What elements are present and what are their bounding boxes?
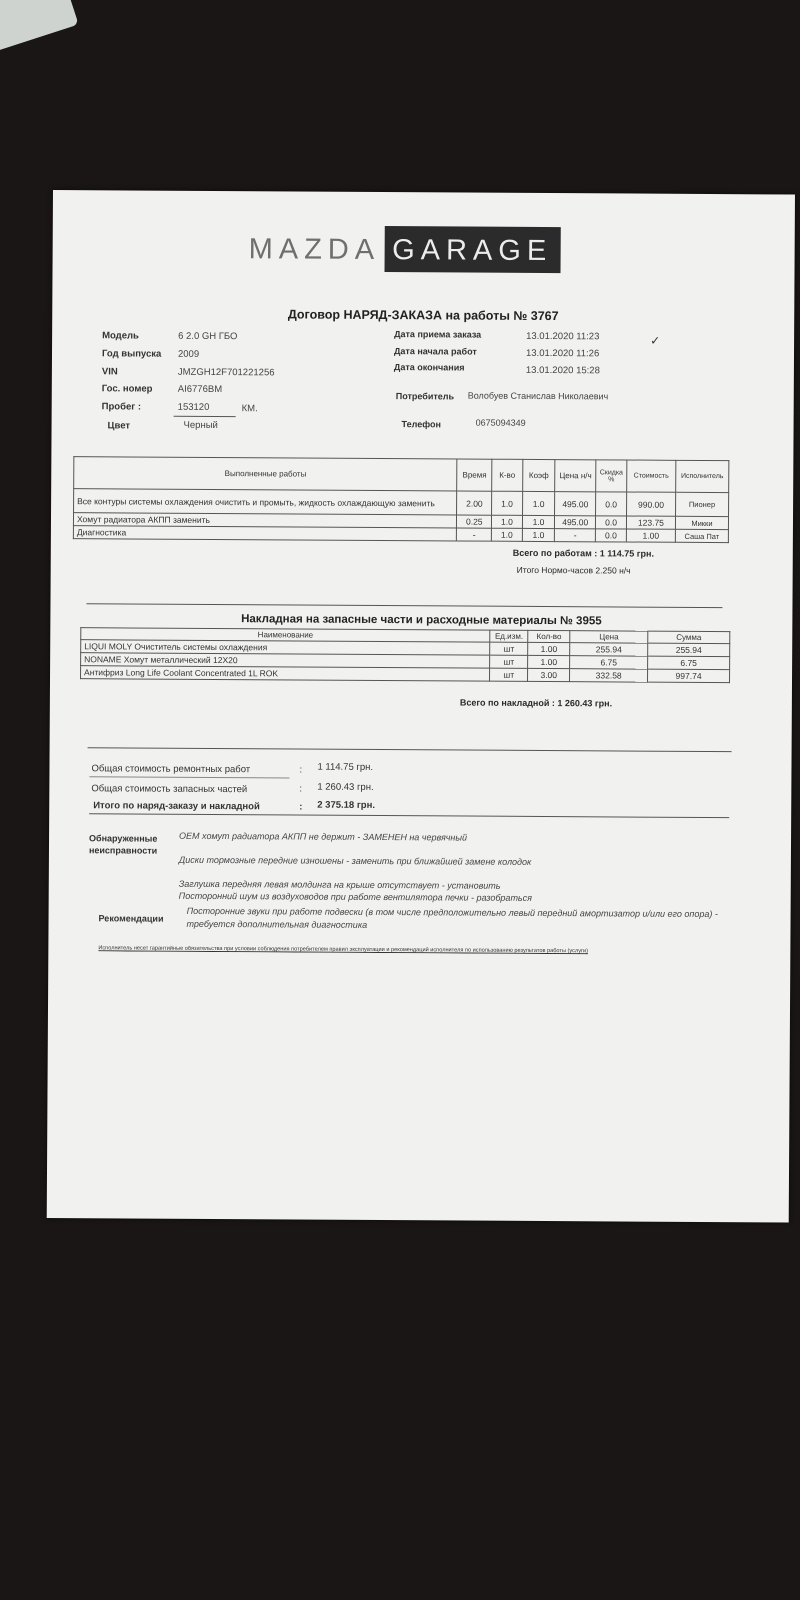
total-works-label: Общая стоимость ремонтных работ — [91, 763, 251, 776]
parts-header-name: Наименование — [81, 628, 490, 642]
phone-label: Телефон — [401, 419, 441, 430]
customer-label: Потребитель — [395, 391, 455, 402]
works-header-coef: Коэф — [522, 459, 555, 491]
work-qty: 1.0 — [492, 528, 523, 541]
works-header-qty: К-во — [492, 459, 523, 491]
part-qty: 1.00 — [528, 642, 570, 655]
part-name: NONAME Хомут металлический 12X20 — [81, 653, 490, 668]
work-cost: 990.00 — [626, 492, 675, 516]
total-parts-value: 1 260.43 грн. — [317, 781, 374, 793]
totals-top-rule — [88, 747, 732, 752]
recommendations-label: Рекомендации — [98, 913, 164, 924]
part-name: Антифриз Long Life Coolant Concentrated 1L ROK — [81, 666, 490, 681]
parts-header-price: Цена — [570, 631, 648, 643]
totals-separator — [89, 776, 289, 778]
company-logo — [243, 225, 561, 273]
work-coef: 1.0 — [522, 528, 555, 541]
works-header-discount: Скидка % — [596, 460, 627, 492]
grand-total-value: 2 375.18 грн. — [317, 799, 376, 811]
logo-mazda-text: MAZDA — [248, 233, 381, 266]
work-discount: 0.0 — [596, 516, 627, 529]
phone-value: 0675094349 — [475, 417, 526, 428]
date-received-label: Дата приема заказа — [394, 329, 482, 340]
plate-label: Гос. номер — [101, 383, 153, 395]
work-time: - — [457, 528, 492, 541]
norm-hours — [517, 565, 631, 576]
norm-hours-label: Итого Нормо-часов — [516, 564, 594, 576]
plate-value: AI6776BM — [177, 383, 223, 396]
part-unit: шт — [490, 642, 528, 655]
table-row — [81, 666, 730, 683]
works-header-name: Выполненные работы — [74, 457, 458, 491]
mileage-underline — [174, 416, 236, 417]
work-time: 0.25 — [457, 515, 492, 528]
defects-label: Обнаруженные неисправности — [88, 833, 158, 856]
total-works-value: 1 114.75 грн. — [317, 761, 374, 773]
work-rate: 495.00 — [555, 492, 596, 516]
parts-top-rule — [86, 603, 722, 608]
parts-header-qty: Кол-во — [528, 630, 570, 642]
part-price: 332.58 — [570, 669, 648, 682]
table-row — [73, 526, 728, 543]
works-table — [73, 456, 729, 543]
work-order-document — [47, 190, 795, 1223]
customer-value: Волобуев Станислав Николаевич — [467, 390, 609, 402]
work-coef: 1.0 — [522, 491, 555, 515]
defect-item: ОЕМ хомут радиатора АКПП не держит - ЗАМЕНЕН на червячный — [179, 830, 468, 843]
parts-header-sum: Сумма — [648, 631, 730, 644]
work-discount: 0.0 — [596, 529, 627, 542]
grand-total-colon: : — [299, 801, 303, 813]
total-parts-colon: : — [299, 783, 303, 795]
grand-total-label: Итого по наряд-заказу и накладной — [93, 800, 260, 813]
mileage-unit: КМ. — [241, 403, 258, 415]
model-label: Модель — [102, 330, 139, 342]
defect-item: Посторонний шум из воздуховодов при работе вентилятора печки - разобраться — [178, 890, 533, 903]
works-header-rate: Цена н/ч — [555, 460, 596, 492]
work-executor: Микки — [675, 516, 728, 529]
work-name: Все контуры системы охлаждения очистить и промыть, жидкость охлаждающую заменить — [74, 489, 458, 515]
works-header-time: Время — [457, 459, 492, 491]
work-cost: 1.00 — [626, 529, 675, 542]
work-discount: 0.0 — [596, 492, 627, 516]
part-qty: 1.00 — [528, 655, 570, 668]
work-name: Диагностика — [73, 526, 457, 541]
total-works-colon: : — [299, 764, 303, 776]
part-sum: 6.75 — [648, 656, 730, 670]
parts-title: Накладная на запасные части и расходные материалы № 3955 — [241, 613, 602, 628]
parts-total-value: 1 260.43 грн. — [557, 698, 613, 709]
part-sum: 997.74 — [648, 669, 730, 683]
work-rate: - — [555, 529, 596, 542]
work-executor: Пионер — [675, 492, 728, 516]
part-price: 6.75 — [570, 656, 648, 669]
works-total-label: Всего по работам : — [512, 547, 598, 559]
date-received-value: 13.01.2020 11:23 — [526, 330, 600, 343]
parts-total — [460, 697, 612, 708]
work-coef: 1.0 — [522, 515, 555, 528]
total-parts-label: Общая стоимость запасных частей — [91, 783, 248, 796]
background-paper-corner — [0, 0, 79, 52]
parts-header-unit: Ед.изм. — [490, 630, 528, 642]
norm-hours-value: 2.250 н/ч — [595, 565, 631, 576]
defect-item: Диски тормозные передние изношены - заменить при ближайшей замене колодок — [178, 854, 532, 867]
part-sum: 255.94 — [648, 643, 730, 657]
color-label: Цвет — [107, 420, 131, 432]
works-header-row — [74, 457, 729, 493]
work-executor: Саша Пат — [675, 529, 728, 542]
parts-total-label: Всего по накладной : — [459, 697, 555, 709]
check-mark-icon: ✓ — [650, 333, 661, 348]
work-time: 2.00 — [457, 491, 492, 515]
totals-bottom-rule — [89, 813, 729, 818]
date-start-label: Дата начала работ — [393, 346, 477, 357]
warranty-footer: Исполнитель несет гарантийные обязательства при условии соблюдения потребителем правил эксплуатации и рекомендаций исполнителя по использованию результатов работы (услуги) — [98, 945, 589, 955]
model-value: 6 2.0 GH ГБО — [178, 330, 238, 343]
vin-label: VIN — [101, 366, 118, 378]
vin-value: JMZGH12F701221256 — [177, 366, 275, 379]
date-end-label: Дата окончания — [393, 362, 465, 373]
part-name: LIQUI MOLY Очиститель системы охлаждения — [81, 640, 490, 655]
part-unit: шт — [490, 668, 528, 681]
part-unit: шт — [490, 655, 528, 668]
year-value: 2009 — [177, 348, 200, 360]
work-name: Хомут радиатора АКПП заменить — [73, 513, 457, 528]
works-total-value: 1 114.75 грн. — [599, 548, 655, 559]
works-header-cost: Стоимость — [627, 460, 676, 492]
mileage-label: Пробег : — [101, 401, 142, 413]
work-qty: 1.0 — [492, 491, 523, 515]
part-qty: 3.00 — [528, 668, 570, 681]
recommendations-text: Посторонние звуки при работе подвески (в том числе предположительно левый передний амортизатор и/или его опора) - требуется дополнительная диагностика — [186, 905, 718, 930]
work-cost: 123.75 — [626, 516, 675, 529]
work-qty: 1.0 — [492, 515, 523, 528]
works-header-executor: Исполнитель — [676, 460, 729, 492]
part-price: 255.94 — [570, 643, 648, 656]
date-end-value: 13.01.2020 15:28 — [525, 364, 600, 377]
date-start-value: 13.01.2020 11:26 — [525, 347, 600, 360]
works-total — [513, 548, 654, 559]
year-label: Год выпуска — [101, 348, 162, 360]
parts-table — [80, 627, 730, 683]
document-title: Договор НАРЯД-ЗАКАЗА на работы № 3767 — [287, 307, 559, 324]
color-value: Черный — [183, 419, 218, 432]
logo-garage-text: GARAGE — [384, 226, 560, 273]
defect-item: Заглушка передняя левая молдинга на крыше отсутствует - установить — [178, 878, 501, 891]
mileage-value: 153120 — [177, 401, 210, 413]
work-rate: 495.00 — [555, 516, 596, 529]
